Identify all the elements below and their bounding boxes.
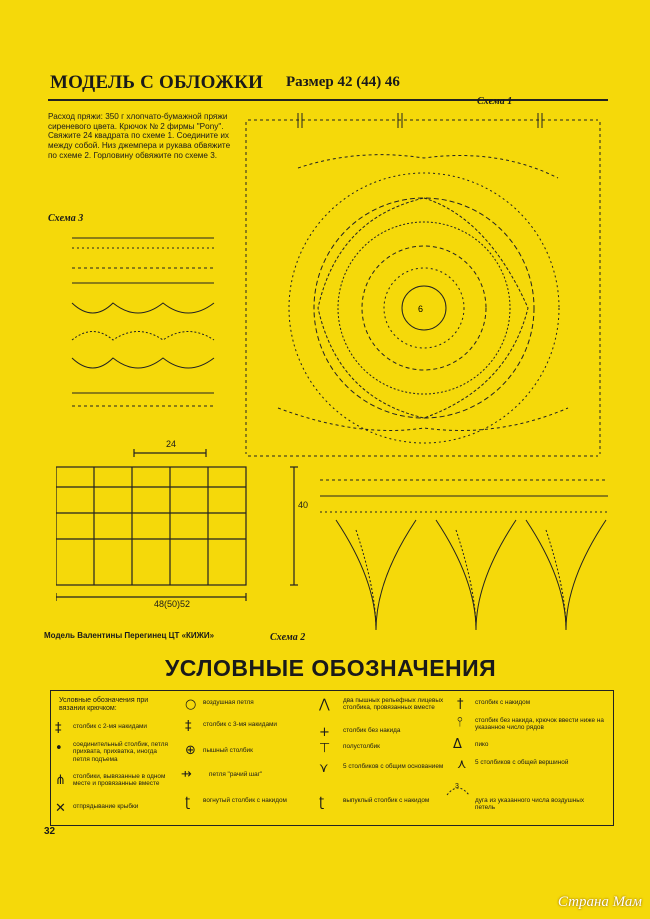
- legend-item: пико: [475, 741, 489, 748]
- legend-item: столбик с 2-мя накидами: [73, 723, 147, 730]
- legend-item: дуга из указанного числа воздушных петель: [475, 797, 585, 812]
- legend-item: столбики, вывязанные в одном месте и провязанные вместе: [73, 773, 166, 788]
- dimension-top: 24: [166, 439, 177, 449]
- spike-stitch-icon: ⫯: [457, 715, 463, 730]
- scheme-3-label: Схема 3: [48, 213, 84, 224]
- garment-schematic: [56, 445, 316, 615]
- scheme-2-diagram: [316, 470, 612, 640]
- scheme-1-label: Схема 1: [477, 96, 513, 107]
- scheme-2-label: Схема 2: [270, 632, 306, 643]
- shell-icon: ⋎: [319, 761, 329, 776]
- legend-item: вогнутый столбик с накидом: [203, 797, 287, 804]
- arc-count: 3: [455, 783, 459, 790]
- legend-item: столбик с 3-мя накидами: [203, 721, 277, 728]
- picot-icon: Δ: [453, 737, 462, 752]
- legend-item: выпуклый столбик с накидом: [343, 797, 430, 804]
- legend-item: столбик без накида, крючок ввести ниже на указанное число рядов: [475, 717, 604, 732]
- legend-item: отпрядывание крыбки: [73, 803, 139, 810]
- double-treble-icon: ‡: [55, 721, 62, 736]
- back-post-icon: ʈ: [185, 795, 191, 810]
- page-number: 32: [44, 826, 56, 837]
- motif-center-number: 6: [418, 304, 424, 314]
- legend-panel: [50, 690, 614, 826]
- chain-stitch-icon: ○: [185, 697, 197, 712]
- legend-intro: Условные обозначения при вязании крючком:: [59, 697, 149, 713]
- scheme-3-diagram: [68, 228, 218, 414]
- puff-stitch-icon: ⊕: [185, 743, 196, 758]
- crab-stitch-icon: ⇸: [181, 767, 192, 782]
- title-rule: [48, 99, 608, 101]
- legend-item: воздушная петля: [203, 699, 254, 706]
- double-crochet-icon: †: [457, 697, 464, 712]
- dimension-bottom: 48(50)52: [154, 599, 191, 609]
- legend-item: столбик без накида: [343, 727, 401, 734]
- slip-stitch-icon: •: [55, 741, 63, 756]
- size-range: Размер 42 (44) 46: [286, 74, 400, 90]
- site-watermark: Страна Мам: [557, 894, 642, 910]
- crossed-stitch-icon: ✕: [55, 801, 66, 816]
- yarn-instructions: Расход пряжи: 350 г хлопчато-бумажной пряжи сиреневого цвета. Крючок № 2 фирмы "Pony". Свяжите 24 квадрата по схеме 1. Соедините их между собой. Низ джемпера и рукава обвяжите по схеме 2. Горловину обвяжите по схеме 3.: [48, 112, 231, 160]
- legend-item: пышный столбик: [203, 747, 253, 754]
- page-title: МОДЕЛЬ С ОБЛОЖКИ: [50, 72, 264, 93]
- legend-item: столбик с накидом: [475, 699, 531, 706]
- legend-item: полустолбик: [343, 743, 380, 750]
- legend-item: два пышных рельефных лицевых столбика, провязанных вместе: [343, 697, 444, 712]
- legend-item: соединительный столбик, петля прихвата, прихватка, иногда петля подъема: [73, 741, 168, 763]
- model-credit: Модель Валентины Перегинец ЦТ «КИЖИ»: [44, 631, 215, 640]
- legend-item: 5 столбиков с общей вершиной: [475, 759, 569, 766]
- front-post-icon: ʈ: [319, 795, 325, 810]
- relief-stitches-icon: ⋀: [319, 697, 330, 712]
- legend-title: УСЛОВНЫЕ ОБОЗНАЧЕНИЯ: [165, 655, 497, 681]
- single-crochet-icon: +: [319, 725, 330, 740]
- cluster-icon: ⋏: [457, 757, 467, 772]
- half-double-icon: ⊤: [319, 741, 331, 756]
- scheme-1-diagram: [238, 108, 610, 468]
- triple-treble-icon: ‡: [185, 719, 192, 734]
- legend-item: 5 столбиков с общим основанием: [343, 763, 444, 770]
- dimension-side: 40: [298, 500, 309, 510]
- legend-item: петля "рачий шаг": [209, 771, 263, 778]
- stitches-together-icon: ⋔: [55, 773, 66, 788]
